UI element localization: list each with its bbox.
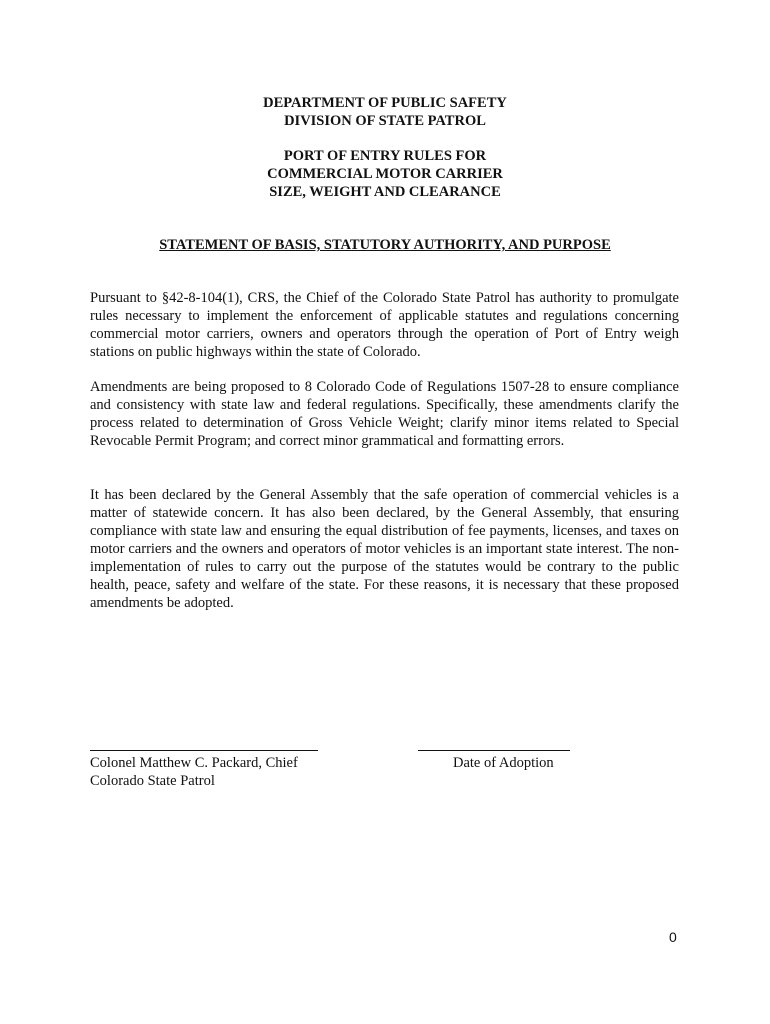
paragraph-purpose: It has been declared by the General Assembly that the safe operation of commercial vehicles is a matter of statewide concern. It has also been declared, by the General Assembly, that ensuring compliance with state law and ensuring the equal distribution of fee payments, licenses, and taxes on motor carriers and the owners and operators of motor vehicles is an important state interest. The non-implementation of rules to carry out the purpose of the statutes would be contrary to the public health, peace, safety and welfare of the state. For these reasons, it is necessary that these proposed amendments be adopted. [90, 487, 679, 611]
paragraph-amendments: Amendments are being proposed to 8 Colorado Code of Regulations 1507-28 to ensure compliance and consistency with state law and federal regulations. Specifically, these amendments clarify the process related to determination of Gross Vehicle Weight; clarify minor items related to Special Revocable Permit Program; and correct minor grammatical and formatting errors. [90, 379, 679, 449]
signatory-organization: Colorado State Patrol [90, 773, 215, 789]
date-line [418, 750, 570, 751]
section-heading: STATEMENT OF BASIS, STATUTORY AUTHORITY, AND PURPOSE [159, 237, 611, 253]
signatory-name: Colonel Matthew C. Packard, Chief [90, 755, 298, 771]
paragraph-authority: Pursuant to §42-8-104(1), CRS, the Chief of the Colorado State Patrol has authority to promulgate rules necessary to implement the enforcement of applicable statutes and regulations concerning commercial motor carriers, owners and operators through the operation of Port of Entry weigh stations on public highways within the state of Colorado. [90, 290, 679, 360]
date-of-adoption-label: Date of Adoption [453, 755, 554, 771]
title-line-3: SIZE, WEIGHT AND CLEARANCE [269, 184, 501, 200]
division-name: DIVISION OF STATE PATROL [284, 113, 486, 129]
agency-name: DEPARTMENT OF PUBLIC SAFETY [263, 95, 507, 111]
title-line-1: PORT OF ENTRY RULES FOR [283, 148, 487, 164]
agency-header [90, 94, 680, 130]
document-title [90, 147, 680, 201]
title-line-2: COMMERCIAL MOTOR CARRIER [267, 166, 503, 182]
signature-line [90, 750, 318, 751]
page-number: 0 [669, 929, 677, 945]
